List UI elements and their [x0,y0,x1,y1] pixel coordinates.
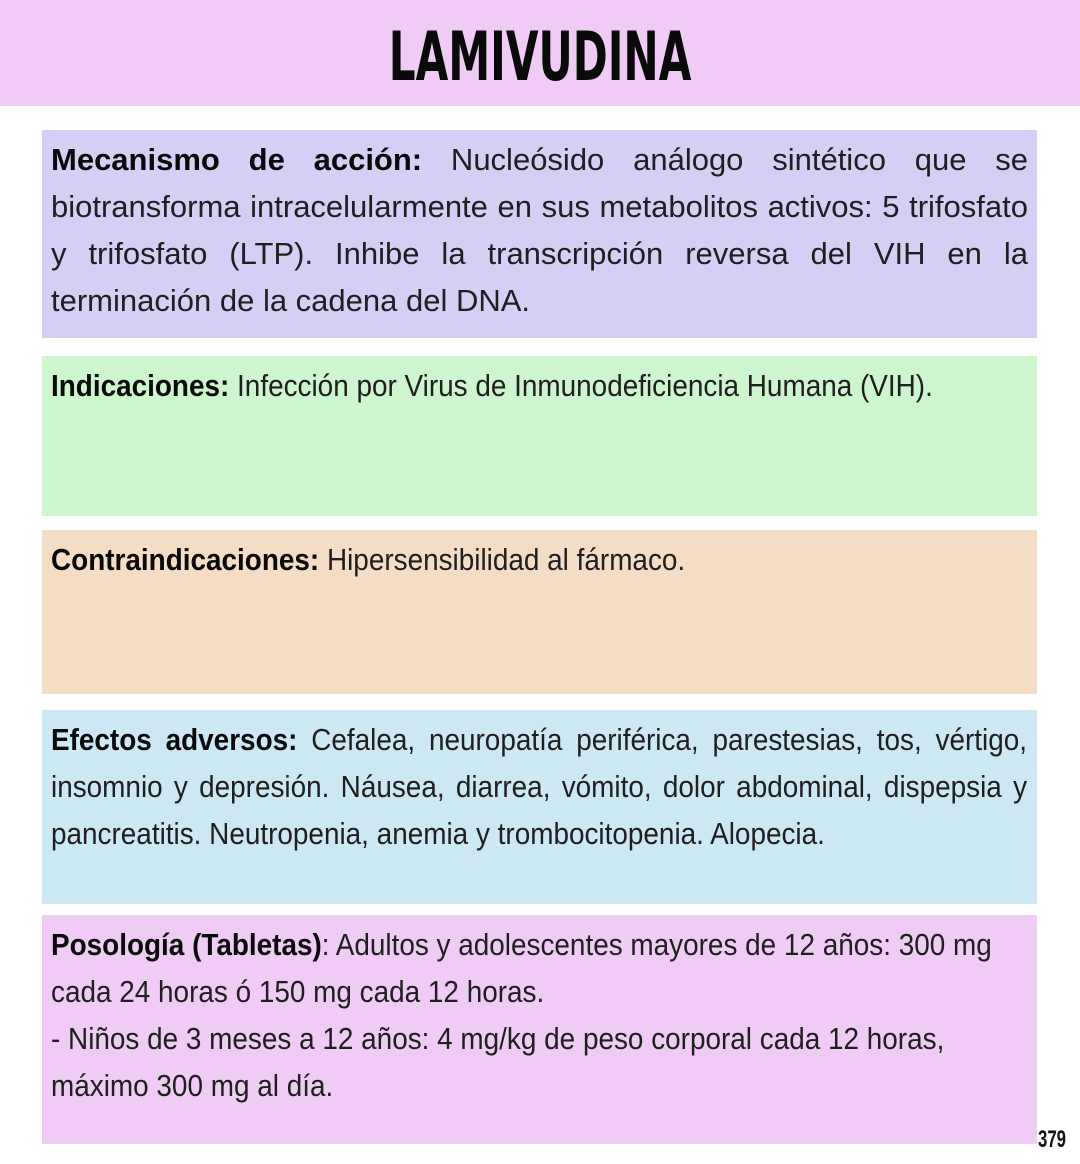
section-posologia [42,915,1037,1144]
section-efectos-adversos [42,710,1037,904]
section-text: Nucleósido análogo sintético que se biotransforma intracelularmente en sus metabolitos activos: 5 trifosfato y trifosfato (LTP). Inhibe la transcripción reversa del VIH en la terminación de la cadena del DNA. [51,142,1028,318]
section-body [51,362,1027,409]
section-label: Contraindicaciones: [51,542,320,577]
section-body [51,716,1027,857]
section-mecanismo-de-accion [42,130,1037,338]
section-contraindicaciones [42,530,1037,694]
section-body [51,921,1027,1015]
section-text: Hipersensibilidad al fármaco. [319,542,686,577]
section-body [51,536,1027,583]
section-text-pediatric: - Niños de 3 meses a 12 años: 4 mg/kg de peso corporal cada 12 horas, máximo 300 mg al día. [51,1021,945,1103]
section-text: : Adultos y adolescentes mayores de 12 años: 300 mg cada 24 horas ó 150 mg cada 12 horas. [51,927,992,1009]
drug-title: LAMIVUDINA [388,17,692,97]
section-text: Cefalea, neuropatía periférica, parestesias, tos, vértigo, insomnio y depresión. Náusea, diarrea, vómito, dolor abdominal, dispepsia y pancreatitis. Neutropenia, anemia y trombocitopenia. Alopecia. [51,722,1028,851]
section-label: Mecanismo de acción: [51,142,423,177]
section-label: Efectos adversos: [51,722,298,757]
section-indicaciones [42,356,1037,516]
section-label: Indicaciones: [51,368,230,403]
section-label: Posología (Tabletas) [51,927,322,962]
section-text: Infección por Virus de Inmunodeficiencia Humana (VIH). [229,368,933,403]
title-banner [0,0,1080,106]
section-body-pediatric [51,1015,1027,1109]
page-number: 379 [1038,1126,1067,1153]
section-body [51,136,1028,324]
